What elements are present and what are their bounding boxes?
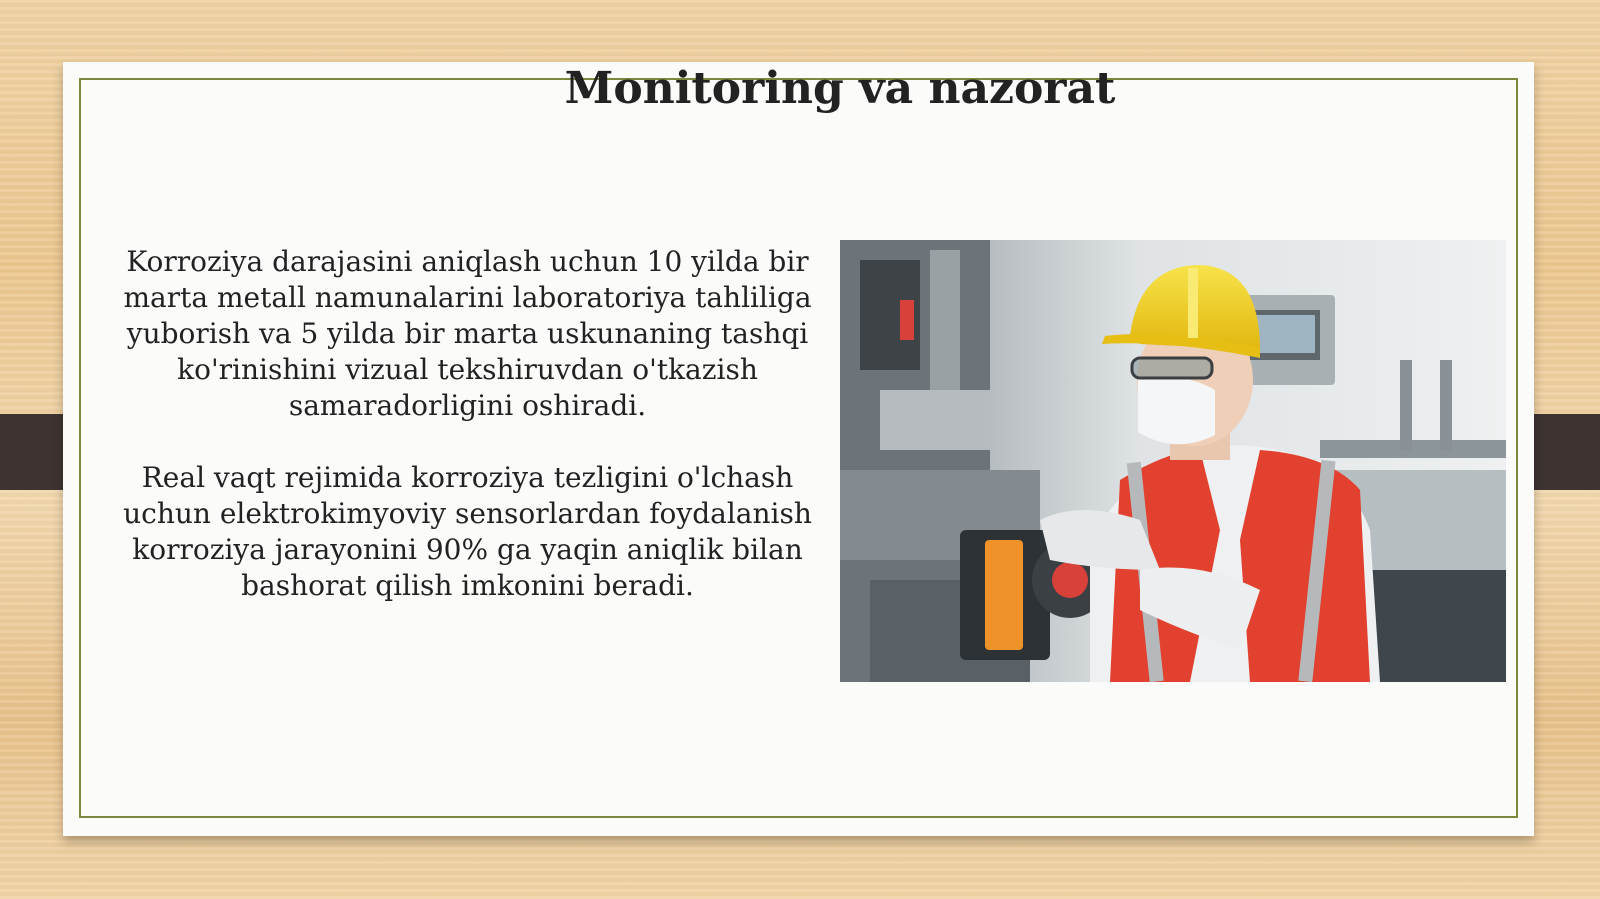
paragraph-2: Real vaqt rejimida korroziya tezligini o'lchash uchun elektrokimyoviy sensorlardan foydalanish korroziya jarayonini 90% ga yaqin aniqlik bilan bashorat qilish imkonini beradi. — [123, 461, 812, 602]
paragraph-1: Korroziya darajasini aniqlash uchun 10 yilda bir marta metall namunalarini laboratoriya tahliliga yuborish va 5 yilda bir marta uskunaning tashqi ko'rinishini vizual tekshiruvdan o'tkazish samaradorligini oshiradi. — [123, 245, 812, 422]
worker-photo — [840, 240, 1506, 682]
slide-title: Monitoring va nazorat — [564, 63, 1116, 114]
slide-body — [110, 244, 825, 640]
